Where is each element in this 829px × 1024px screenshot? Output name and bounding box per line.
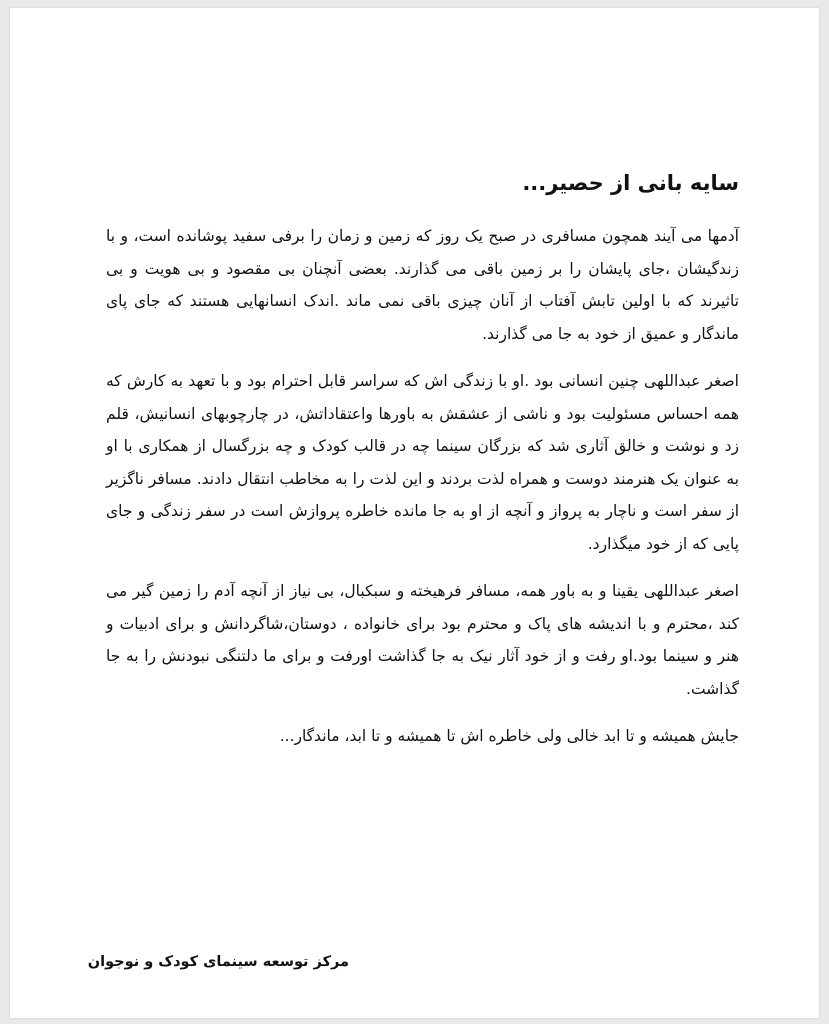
document-title: سایه بانی از حصیر... <box>522 171 739 195</box>
paragraph-3: اصغر عبداللهی یقینا و به باور همه، مسافر فرهیخته و سبکبال، بی نیاز از آنچه آدم را زمین گیر می کند ،محترم و با اندیشه های پاک و محترم بود برای خانواده ، دوستان،شاگردانش و برای ادبیات و هنر و سینما بود.او رفت و از خود آثار نیک به جا گذاشت اورفت و برای ما دلتنگی نبودنش را به جا گذاشت. <box>106 582 739 698</box>
signature: مرکز توسعه سینمای کودک و نوجوان <box>87 954 349 970</box>
paragraph-2: اصغر عبداللهی چنین انسانی بود .او با زندگی اش که سراسر قابل احترام بود و با تعهد به کارش که همه احساس مسئولیت بود و ناشی از عشقش به باورها واعتقاداتش، در چارچوبهای انسانیش، قلم زد و نوشت و خالق آثاری شد که بزرگان سینما چه در قالب کودک و چه بزرگسال از همکاری با او به عنوان یک هنرمند دوست و همراه لذت بردند و این لذت را به مخاطب انتقال دادند. مسافر ناگزیر از سفر است و ناچار به پرواز و آنچه از او به جا مانده خاطره پروازش است در سفر زندگی و جای پایی که از خود میگذارد. <box>106 372 739 553</box>
paragraph-4: جایش همیشه و تا ابد خالی ولی خاطره اش تا همیشه و تا ابد، ماندگار... <box>279 727 739 745</box>
paragraph-1: آدمها می آیند همچون مسافری در صبح یک روز که زمین و زمان را برفی سفید پوشانده است، و با زندگیشان ،جای پایشان را بر زمین باقی می گذارند. بعضی آنچنان بی مقصود و بی هویت و بی تاثیرند که با اولین تابش آفتاب از آنان چیزی باقی نمی ماند .اندک انسانهایی هستند که جای پای ماندگار و عمیق از خود به جا می گذارند. <box>106 227 739 343</box>
document-page <box>10 8 819 1018</box>
document-body <box>106 168 739 768</box>
